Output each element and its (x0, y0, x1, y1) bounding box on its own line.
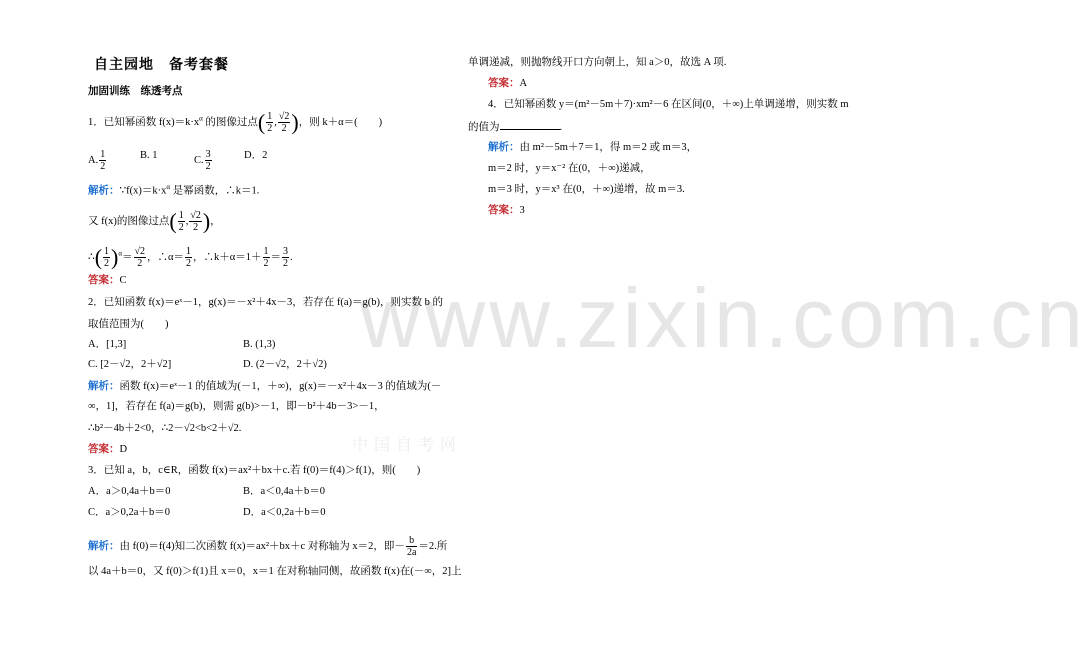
q3-stem: 3．已知 a，b，c∈R，函数 f(x)＝ax²＋bx＋c.若 f(0)＝f(4)＞f(1)，则( ) (88, 465, 421, 476)
q2-option-b: B. (1,3) (243, 339, 276, 350)
q2-explanation-2: ∞，1]，若存在 f(a)＝g(b)，则需 g(b)>－1，即－b²＋4b－3>－1， (88, 401, 385, 412)
section-subtitle: 加固训练 练透考点 (88, 85, 183, 97)
q2-option-c: C. [2－√2，2＋√2] (88, 359, 172, 370)
q4-stem-1: 4．已知幂函数 y＝(m²－5m＋7)·xm²－6 在区间(0，＋∞)上单调递增，则实数 m (488, 99, 849, 110)
q3-option-b: B．a＜0,4a＋b＝0 (243, 486, 325, 497)
q2-stem-2: 取值范围为( ) (88, 319, 169, 330)
q1-answer: 答案：C (88, 275, 127, 286)
q3-option-a: A．a＞0,4a＋b＝0 (88, 486, 171, 497)
section-title: 自主园地 备考套餐 (94, 57, 229, 73)
q4-explanation-2: m＝2 时，y＝x⁻² 在(0，＋∞)递减， (488, 163, 651, 174)
q1-option-c: C. $\frac{3}{2}$ (194, 149, 211, 172)
q2-answer: 答案：D (88, 444, 128, 455)
q3-explanation-3: 单调递减，则抛物线开口方向朝上，知 a＞0，故选 A 项. (468, 57, 727, 68)
q4-explanation-1: 解析：由 m²－5m＋7＝1，得 m＝2 或 m＝3， (488, 142, 698, 153)
q2-explanation-1: 解析：函数 f(x)＝eˣ－1 的值域为(－1，＋∞)，g(x)＝－x²＋4x－3 的值域为(－ (88, 381, 442, 392)
q3-explanation-1: 解析：由 f(0)＝f(4)知二次函数 f(x)＝ax²＋bx＋c 对称轴为 x＝2，即－ $\frac{b}{2a}$ ＝2.所 (88, 535, 448, 558)
answer-blank (500, 119, 560, 130)
q4-answer: 答案：3 (488, 205, 525, 216)
q3-option-d: D．a＜0,2a＋b＝0 (243, 507, 326, 518)
q1-option-a: A. $\frac{1}{2}$ (88, 149, 106, 172)
watermark-small: 中国自考网 (352, 435, 463, 454)
q2-option-a: A．[1,3] (88, 339, 127, 350)
q2-option-d: D. (2－√2，2＋√2) (243, 359, 327, 370)
q4-stem-2: 的值为 . (468, 119, 562, 135)
q2-stem-1: 2．已知函数 f(x)＝eˣ－1，g(x)＝－x²＋4x－3，若存在 f(a)＝g(b)，则实数 b 的 (88, 297, 443, 308)
q3-option-c: C．a＞0,2a＋b＝0 (88, 507, 170, 518)
q3-answer: 答案：A (488, 78, 528, 89)
q1-explanation-2: 又 f(x)的图像过点( $\frac{1}{2}$ , $\frac{√2}{2}$ )， (88, 208, 221, 234)
q3-explanation-2: 以 4a＋b＝0，又 f(0)＞f(1)且 x＝0，x＝1 在对称轴同侧，故函数 f(x)在(－∞，2]上 (88, 566, 462, 577)
q1-option-d: D．2 (244, 150, 268, 161)
q1-stem: 1．已知幂函数 $f(x)=k\cdot x^\alpha$ 的图像过点( $\frac{1}{2}$ , $\frac{√2}{2}$ )，则 k＋α＝( ) (88, 109, 383, 135)
q1-explanation-3: ∴( $\frac{1}{2}$ )$^\alpha$＝ $\frac{√2}{2}$ ，∴α＝ $\frac{1}{2}$ ，∴k＋α＝1＋ $\frac{1}{2}$ ＝ $\frac{3}{2}$ . (88, 244, 293, 270)
q1-option-b: B. 1 (140, 150, 158, 161)
q4-explanation-3: m＝3 时，y＝x³ 在(0，＋∞)递增，故 m＝3. (488, 184, 685, 195)
watermark: www.zixin.com.cn (360, 271, 1087, 365)
q1-explanation-1: 解析：$\because f(x)=k\cdot x^\alpha$ 是幂函数，∴k＝1. (88, 183, 260, 197)
q2-explanation-3: ∴b²－4b＋2<0，∴2－√2<b<2＋√2. (88, 423, 242, 434)
